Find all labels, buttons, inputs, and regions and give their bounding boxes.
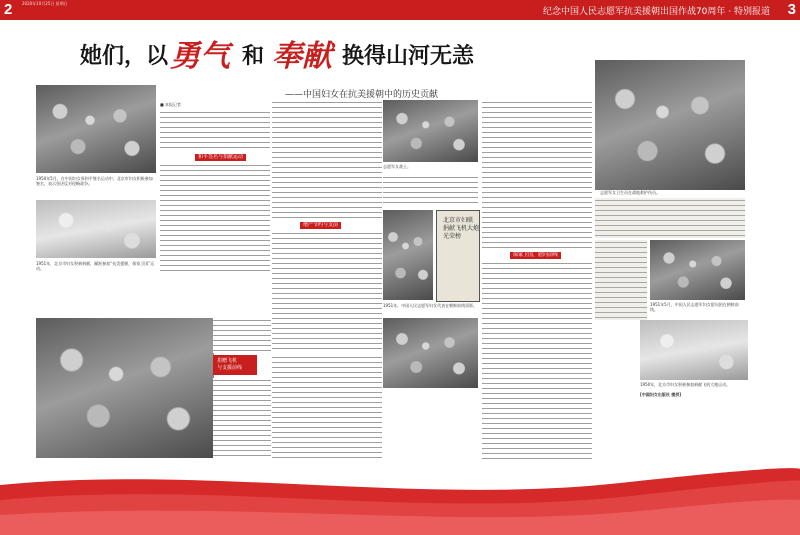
red-ribbon-band bbox=[0, 465, 800, 535]
caption-mid-1: 志愿军女战士。 bbox=[383, 164, 411, 169]
photo-factory-workers bbox=[640, 320, 748, 380]
headline-part2: 勇气 bbox=[170, 39, 230, 74]
text-column-7 bbox=[272, 355, 382, 460]
text-column-6b bbox=[213, 378, 271, 458]
text-column-2b bbox=[272, 231, 382, 351]
top-header-bar bbox=[0, 0, 800, 20]
photo-medical-team bbox=[383, 318, 478, 388]
photo-crowd-women bbox=[36, 318, 214, 458]
headline-part5: 换得山河无恙 bbox=[342, 43, 475, 69]
text-column-1b bbox=[160, 163, 270, 273]
caption-right-4: [中国妇女出版社 提供] bbox=[640, 392, 682, 397]
headline-part3: 和 bbox=[242, 43, 265, 69]
text-column-4b bbox=[482, 261, 592, 461]
header-meta: 2020年10月25日 星期日 bbox=[22, 1, 68, 6]
section-head-3: 保家卫国，慰问前线 bbox=[510, 252, 561, 259]
text-column-5b bbox=[595, 240, 647, 320]
photo-nurse-frontline bbox=[595, 60, 745, 190]
honor-roll-text: 北京市妇联 捐献飞机大炮 光荣榜 bbox=[443, 217, 480, 240]
caption-mid-2: 1951年，中国人民志愿军妇女代表在朝鲜前线留影。 bbox=[383, 303, 478, 308]
caption-left-1: 1950年5月，在中国妇女界和平签名运动中，北京市妇女积极参加签名，表示坚决反对侵略战争。 bbox=[36, 176, 153, 186]
section-head-1: 和平签名与捐献运动 bbox=[195, 154, 246, 161]
donation-honor-roll bbox=[436, 210, 480, 302]
text-column-4a bbox=[482, 100, 592, 250]
headline bbox=[80, 33, 520, 73]
footer-note: 纪念中国人民志愿军抗美援朝出国作战70周年特别报道 bbox=[640, 455, 738, 460]
caption-right-1: 志愿军女卫生员在战地救护伤员。 bbox=[600, 190, 660, 195]
photo-delegation bbox=[650, 240, 745, 300]
byline: ■ 本报记者 bbox=[160, 102, 182, 107]
redbox-text: 捐赠飞机 与支援前线 bbox=[217, 358, 243, 371]
photo-donation bbox=[36, 200, 156, 258]
caption-right-2: 1951年5月，中国人民志愿军妇女慰问团在朝鲜前线。 bbox=[650, 302, 739, 312]
page-number-left: 2 bbox=[4, 1, 13, 18]
headline-part1: 她们，以 bbox=[80, 43, 169, 69]
photo-female-soldier bbox=[383, 210, 433, 300]
text-column-2a bbox=[272, 100, 382, 220]
page-number-right: 3 bbox=[787, 1, 796, 18]
redbox-heading bbox=[213, 355, 257, 375]
photo-signing-campaign bbox=[36, 85, 156, 173]
subheadline: ——中国妇女在抗美援朝中的历史贡献 bbox=[285, 90, 439, 100]
caption-left-2: 1951年，北京市妇女积极捐献，踊跃参加“抗美援朝，保家卫国”运动。 bbox=[36, 261, 155, 271]
caption-right-3: 1950年，北京市妇女积极参加捐献飞机大炮运动。 bbox=[640, 382, 731, 387]
photo-volunteers-group bbox=[383, 100, 478, 162]
text-column-1a bbox=[160, 110, 270, 152]
series-title: 纪念中国人民志愿军抗美援朝出国作战70周年 · 特别报道 bbox=[542, 7, 770, 17]
section-head-2: 增产节约与支前 bbox=[300, 222, 341, 229]
text-column-5a bbox=[595, 198, 745, 238]
text-column-6a bbox=[213, 318, 271, 353]
headline-part4: 奉献 bbox=[272, 39, 332, 74]
text-column-3a bbox=[383, 175, 478, 205]
